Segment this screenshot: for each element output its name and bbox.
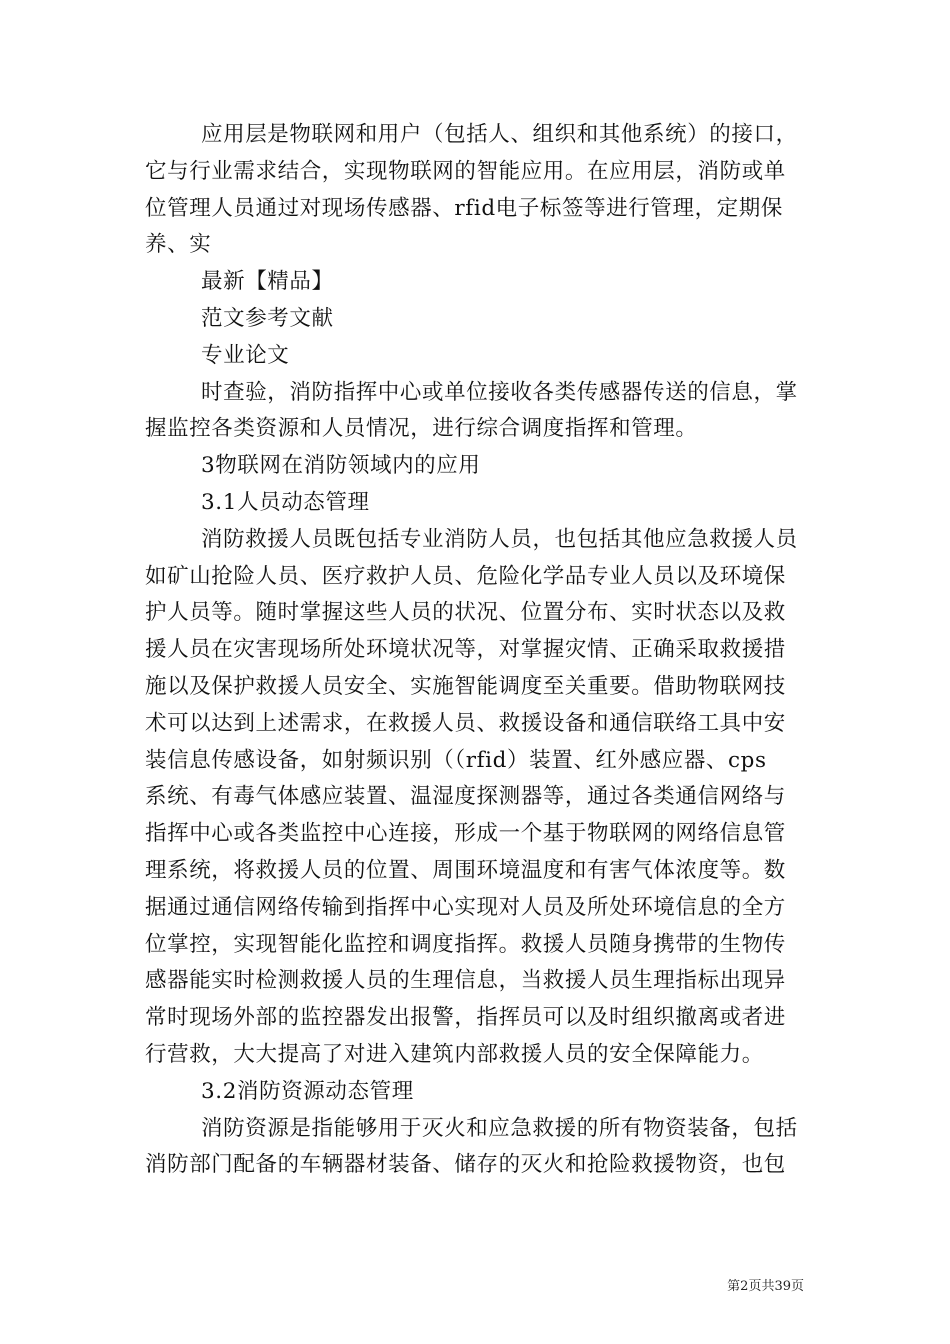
text-line: 护人员等。随时掌握这些人员的状况、位置分布、实时状态以及救 [145,600,786,626]
text-line: 系统、有毒气体感应装置、温湿度探测器等，通过各类通信网络与 [145,784,786,810]
page-number: 第2页共39页 [727,1279,804,1294]
text-line: 理系统，将救援人员的位置、周围环境温度和有害气体浓度等。数 [145,857,786,883]
text-line: 应用层是物联网和用户（包括人、组织和其他系统）的接口， [201,122,798,147]
text-line: 3.2消防资源动态管理 [201,1078,414,1104]
text-line: 术可以达到上述需求，在救援人员、救援设备和通信联络工具中安 [145,710,786,736]
text-line: 援人员在灾害现场所处环境状况等，对掌握灾情、正确采取救援措 [145,637,786,663]
text-line: 时查验，消防指挥中心或单位接收各类传感器传送的信息，掌 [201,379,798,405]
text-line: 消防资源是指能够用于灭火和应急救援的所有物资装备，包括 [201,1115,798,1141]
text-line: 范文参考文献 [201,305,334,331]
text-line: 位掌控，实现智能化监控和调度指挥。救援人员随身携带的生物传 [145,931,786,957]
text-line: 据通过通信网络传输到指挥中心实现对人员及所处环境信息的全方 [145,894,786,920]
text-line: 位管理人员通过对现场传感器、rfid电子标签等进行管理，定期保 [145,195,783,221]
text-line: 握监控各类资源和人员情况，进行综合调度指挥和管理。 [145,416,698,442]
text-line: 感器能实时检测救援人员的生理信息，当救援人员生理指标出现异 [145,968,786,994]
text-line: 指挥中心或各类监控中心连接，形成一个基于物联网的网络信息管 [145,821,786,847]
text-line: 消防救援人员既包括专业消防人员，也包括其他应急救援人员 [201,526,798,552]
text-line: 常时现场外部的监控器发出报警，指挥员可以及时组织撤离或者进 [145,1005,786,1031]
text-line: 最新【精品】 [201,269,334,295]
text-line: 专业论文 [201,342,290,368]
text-line: 如矿山抢险人员、医疗救护人员、危险化学品专业人员以及环境保 [145,563,786,589]
text-line: 行营救，大大提高了对进入建筑内部救援人员的安全保障能力。 [145,1041,764,1067]
text-line: 3.1人员动态管理 [201,489,370,515]
text-line: 养、实 [145,232,212,258]
document-body [145,117,805,1184]
text-line: 3物联网在消防领域内的应用 [201,453,481,479]
text-line: 它与行业需求结合，实现物联网的智能应用。在应用层，消防或单 [145,158,786,184]
text-line: 消防部门配备的车辆器材装备、储存的灭火和抢险救援物资，也包 [145,1152,786,1178]
text-line: 施以及保护救援人员安全、实施智能调度至关重要。借助物联网技 [145,673,786,699]
text-line: 装信息传感设备，如射频识别（（rfid）装置、红外感应器、cps [145,747,767,773]
